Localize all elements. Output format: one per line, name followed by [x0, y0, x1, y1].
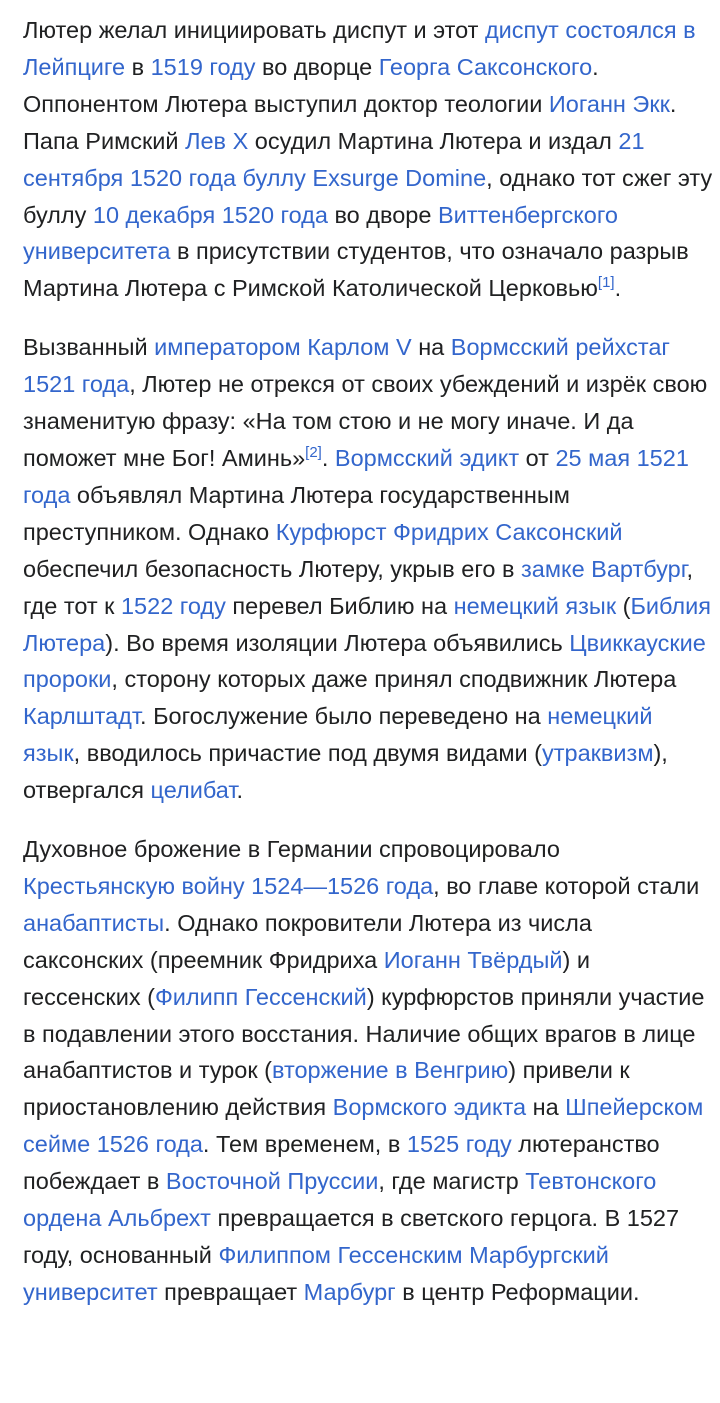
- wiki-link[interactable]: Крестьянскую войну 1524—1526 года: [23, 872, 434, 899]
- text-run: ), отвергался: [23, 740, 668, 804]
- wiki-link[interactable]: Филипп Гессенский: [154, 983, 367, 1010]
- wiki-link[interactable]: Вормсский рейхстаг 1521 года: [23, 334, 670, 398]
- text-run: от: [519, 444, 556, 471]
- text-run: превращается в светского герцога. В 1527 году, основанный: [23, 1205, 680, 1268]
- wiki-link[interactable]: 21 сентября: [23, 127, 645, 191]
- wiki-link[interactable]: целибат: [150, 777, 237, 804]
- wiki-link[interactable]: буллу Exsurge Domine: [242, 164, 487, 191]
- text-run: .: [614, 275, 622, 302]
- text-run: , где тот к: [23, 555, 693, 619]
- wiki-link[interactable]: Виттенбергского университета: [23, 201, 618, 265]
- text-run: ) и гессенских (: [23, 946, 590, 1010]
- wiki-link[interactable]: 1519 году: [150, 53, 256, 80]
- text-run: , во главе которой стали: [433, 872, 700, 899]
- wiki-link[interactable]: Библия Лютера: [23, 592, 711, 656]
- wiki-link[interactable]: Альбрехт: [107, 1205, 211, 1232]
- text-run: превращает: [157, 1278, 304, 1305]
- text-run: Вызванный: [23, 334, 155, 361]
- wiki-link[interactable]: анабаптисты: [23, 909, 165, 936]
- paragraph-worms: [23, 329, 713, 809]
- text-run: во дворце: [255, 53, 379, 80]
- text-run: на: [526, 1094, 566, 1121]
- text-run: . Папа Римский: [23, 90, 677, 154]
- wiki-link[interactable]: вторжение в Венгрию: [272, 1057, 509, 1084]
- wiki-link[interactable]: 25 мая: [555, 444, 631, 471]
- text-run: осудил Мартина Лютера и издал: [248, 127, 619, 154]
- text-run: .: [236, 777, 244, 804]
- text-run: .: [321, 444, 335, 471]
- wiki-link[interactable]: Иоганн Твёрдый: [383, 946, 563, 973]
- wiki-link[interactable]: Иоганн Экк: [548, 90, 670, 117]
- text-run: лютеранство побеждает в: [23, 1131, 660, 1195]
- wiki-link[interactable]: Марбург: [303, 1278, 396, 1305]
- wiki-link[interactable]: немецкий язык: [23, 703, 653, 767]
- text-run: (: [616, 592, 631, 619]
- text-run: , Лютер не отрекся от своих убеждений и изрёк свою знаменитую фразу: «На том стою и не могу иначе. И да поможет мне Бог! Аминь»: [23, 371, 708, 471]
- wiki-link[interactable]: 1520 года: [221, 201, 328, 228]
- wiki-link[interactable]: 1522 году: [120, 592, 226, 619]
- wiki-link[interactable]: императором Карлом V: [154, 334, 412, 361]
- text-run: , где магистр: [378, 1168, 526, 1195]
- reference-link[interactable]: [2]: [305, 443, 322, 461]
- text-run: ) привели к приостановлению действия: [23, 1057, 630, 1121]
- wiki-link[interactable]: 1525 году: [406, 1131, 512, 1158]
- wiki-link[interactable]: Тевтонского ордена: [23, 1168, 657, 1232]
- wiki-link[interactable]: 10 декабря: [92, 201, 216, 228]
- wiki-link[interactable]: Марбургский университет: [23, 1242, 609, 1305]
- paragraph-peasants-war: [23, 831, 713, 1311]
- wiki-link[interactable]: 1520 года: [129, 164, 237, 191]
- text-run: . Оппонентом Лютера выступил доктор теологии: [23, 53, 599, 117]
- reference-sup: [305, 444, 322, 461]
- wiki-link[interactable]: Лев X: [185, 127, 249, 154]
- wiki-link[interactable]: 1521 года: [23, 444, 689, 508]
- wiki-link[interactable]: Цвиккауские пророки: [23, 629, 706, 693]
- reference-link[interactable]: [1]: [597, 274, 615, 292]
- text-run: , вводилось причастие под двумя видами (: [73, 740, 542, 767]
- text-run: ). Во время изоляции Лютера объявились: [105, 629, 570, 656]
- wiki-link[interactable]: Карлштадт: [23, 703, 141, 730]
- text-run: , сторону которых даже принял сподвижник Лютера: [111, 666, 677, 693]
- text-run: . Однако покровители Лютера из числа саксонских (преемник Фридриха: [23, 909, 592, 973]
- wiki-link[interactable]: Курфюрст Фридрих Саксонский: [275, 518, 623, 545]
- paragraph-leipzig: [23, 12, 713, 307]
- wiki-link[interactable]: утраквизм: [542, 740, 654, 767]
- wiki-link[interactable]: замке Вартбург: [521, 555, 687, 582]
- wiki-link[interactable]: Георга Саксонского: [378, 53, 593, 80]
- wiki-link[interactable]: Вормского эдикта: [332, 1094, 527, 1121]
- text-run: Лютер желал инициировать диспут и этот: [23, 17, 485, 43]
- wiki-link[interactable]: Шпейерском сейме 1526 года: [23, 1094, 704, 1158]
- text-run: в: [125, 53, 151, 80]
- text-run: Духовное брожение в Германии спровоцировало: [23, 836, 560, 863]
- text-run: объявлял Мартина Лютера государственным преступником. Однако: [23, 481, 570, 545]
- wiki-link[interactable]: немецкий язык: [453, 592, 617, 619]
- text-run: обеспечил безопасность Лютеру, укрыв его в: [23, 555, 522, 582]
- text-run: ) курфюрстов приняли участие в подавлении этого восстания. Наличие общих врагов в лице анабаптистов и турок (: [23, 983, 705, 1084]
- reference-sup: [598, 274, 615, 291]
- text-run: . Богослужение было переведено на: [140, 703, 548, 730]
- wiki-link[interactable]: Вормсский эдикт: [334, 444, 520, 471]
- text-run: перевел Библию на: [225, 592, 454, 619]
- wiki-link[interactable]: диспут состоялся в Лейпциге: [23, 17, 696, 80]
- article-body: [23, 12, 713, 1333]
- wiki-link[interactable]: Филиппом Гессенским: [218, 1242, 463, 1268]
- text-run: во дворе: [327, 201, 438, 228]
- wiki-link[interactable]: Восточной Пруссии: [165, 1168, 379, 1195]
- text-run: , однако тот сжег эту буллу: [23, 164, 713, 228]
- text-run: на: [411, 334, 451, 361]
- text-run: в центр Реформации.: [395, 1278, 640, 1305]
- text-run: в присутствии студентов, что означало разрыв Мартина Лютера с Римской Католической Церковью: [23, 238, 689, 302]
- text-run: . Тем временем, в: [202, 1131, 407, 1158]
